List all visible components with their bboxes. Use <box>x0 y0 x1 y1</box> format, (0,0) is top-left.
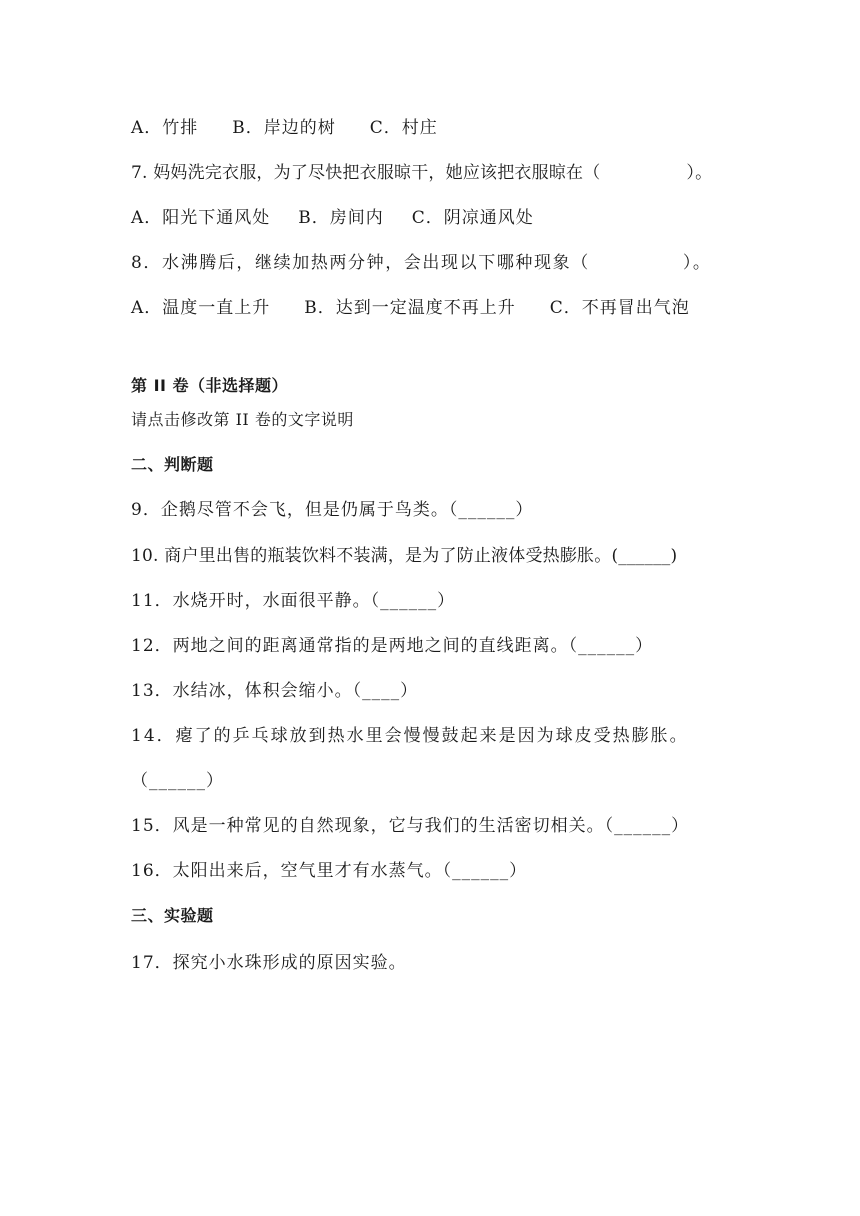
question-8-options <box>131 296 690 320</box>
question-14-answer-blank: （______） <box>131 771 224 791</box>
question-7-stem: 7. 妈妈洗完衣服，为了尽快把衣服晾干，她应该把衣服晾在（ ）。 <box>131 163 713 183</box>
question-7-options <box>131 206 534 230</box>
q6-option-b: B．岸边的树 <box>232 118 336 138</box>
question-17: 17．探究小水珠形成的原因实验。 <box>131 953 407 973</box>
q8-option-a: A．温度一直上升 <box>131 298 271 318</box>
question-8-stem: 8．水沸腾后，继续加热两分钟，会出现以下哪种现象（ ）。 <box>131 253 712 273</box>
section-2-title: 二、判断题 <box>131 455 214 474</box>
q6-option-c: C．村庄 <box>369 118 438 138</box>
question-10: 10. 商户里出售的瓶装饮料不装满，是为了防止液体受热膨胀。(______) <box>131 546 678 566</box>
q8-option-c: C．不再冒出气泡 <box>549 298 690 318</box>
part-2-note[interactable]: 请点击修改第 II 卷的文字说明 <box>131 410 354 429</box>
question-16: 16．太阳出来后，空气里才有水蒸气。（______） <box>131 861 528 881</box>
question-14: 14．瘪了的乒乓球放到热水里会慢慢鼓起来是因为球皮受热膨胀。 <box>131 726 689 746</box>
section-3-title: 三、实验题 <box>131 906 214 925</box>
question-13: 13．水结冰，体积会缩小。（____） <box>131 681 419 701</box>
q7-option-c: C．阴凉通风处 <box>411 208 534 228</box>
question-11: 11．水烧开时，水面很平静。（______） <box>131 591 456 611</box>
q6-option-a: A．竹排 <box>131 118 199 138</box>
part-2-title: 第 II 卷（非选择题） <box>131 376 289 395</box>
q7-option-b: B．房间内 <box>298 208 384 228</box>
question-12: 12．两地之间的距离通常指的是两地之间的直线距离。（______） <box>131 636 654 656</box>
question-6-options <box>131 116 438 140</box>
q7-option-a: A．阳光下通风处 <box>131 208 271 228</box>
question-15: 15．风是一种常见的自然现象，它与我们的生活密切相关。（______） <box>131 816 690 836</box>
q8-option-b: B．达到一定温度不再上升 <box>304 298 516 318</box>
question-9: 9．企鹅尽管不会飞，但是仍属于鸟类。（______） <box>131 500 534 520</box>
